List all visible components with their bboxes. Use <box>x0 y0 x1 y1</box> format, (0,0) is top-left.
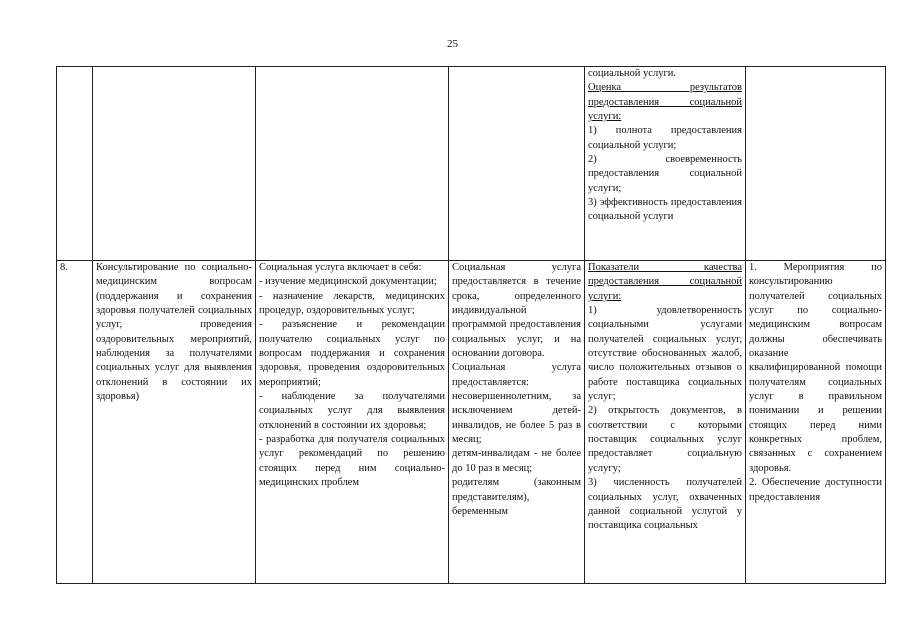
quality-line: 2) своевременность предоставления социальной услуги; <box>588 154 742 194</box>
quality-line: 1) полнота предоставления социальной услуги; <box>588 125 742 151</box>
row-number: 8. <box>57 261 93 584</box>
terms-line: несовершеннолетним, за исключением детей-инвалидов, не более 5 раз в месяц; <box>452 391 581 446</box>
terms-line: родителям (законным представителям), беременным <box>452 477 581 517</box>
table-row-8 <box>57 261 886 584</box>
description-line: - изучение медицинской документации; <box>259 276 437 288</box>
quality-heading: Оценка результатов предоставления социальной услуги: <box>588 82 742 123</box>
cell-conditions <box>746 67 886 261</box>
terms-line: Социальная услуга предоставляется в течение срока, определенного индивидуальной программой предоставления социальных услуг, и на основании договора. <box>452 262 581 360</box>
terms-line: детям-инвалидам - не более до 10 раз в месяц; <box>452 448 581 474</box>
cell-service-name <box>93 67 256 261</box>
quality-heading: Показатели качества предоставления социальной услуги: <box>588 262 742 302</box>
service-quality <box>585 261 746 584</box>
description-line: Социальная услуга включает в себя: <box>259 262 422 273</box>
description-line: - разработка для получателя социальных услуг рекомендаций по решению стоящих перед ним социально-медицинских проблем <box>259 434 445 489</box>
description-line: - разъяснение и рекомендации получателю социальных услуг по вопросам поддержания и сохранения здоровья, проведения оздоровительных мероприятий; <box>259 319 445 388</box>
service-name: Консультирование по социально-медицинским вопросам (поддержания и сохранения здоровья получателей социальных услуг, проведения оздоровительных мероприятий, наблюдения за получателями социальных услуг для выявления отклонений в состоянии их здоровья) <box>93 261 256 584</box>
cell-terms <box>449 67 585 261</box>
quality-line: социальной услуги. <box>588 68 676 79</box>
cell-description <box>256 67 449 261</box>
cell-quality <box>585 67 746 261</box>
services-table <box>56 66 886 584</box>
conditions-line: 2. Обеспечение доступности предоставления <box>749 477 882 503</box>
service-conditions <box>746 261 886 584</box>
quality-line: 3) эффективность предоставления социальной услуги <box>588 197 742 223</box>
cell-number <box>57 67 93 261</box>
page-number: 25 <box>447 38 458 50</box>
quality-line: 2) открытость документов, в соответствии с которыми поставщик социальных услуг предоставляет социальную услугу; <box>588 405 742 474</box>
description-line: - наблюдение за получателями социальных услуг для выявления отклонений в состоянии их здоровья; <box>259 391 445 431</box>
quality-line: 3) численность получателей социальных услуг, охваченных данной социальной услугой у поставщика социальных <box>588 477 742 532</box>
description-line: - назначение лекарств, медицинских процедур, оздоровительных услуг; <box>259 290 445 317</box>
service-terms <box>449 261 585 584</box>
service-description <box>256 261 449 584</box>
quality-line: 1) удовлетворенность социальными услугами получателей социальных услуг, отсутствие обоснованных жалоб, число положительных отзывов о работе поставщика социальных услуг; <box>588 305 742 403</box>
conditions-line: 1. Мероприятия по консультированию получателей социальных услуг по социально-медицинским вопросам должны обеспечивать оказание квалифицированной помощи получателям социальных услуг в правильном понимании и решении стоящих перед ними конкретных проблем, связанных с сохранением здоровья. <box>749 262 882 474</box>
terms-line: Социальная услуга предоставляется: <box>452 362 581 388</box>
table-row-continued <box>57 67 886 261</box>
